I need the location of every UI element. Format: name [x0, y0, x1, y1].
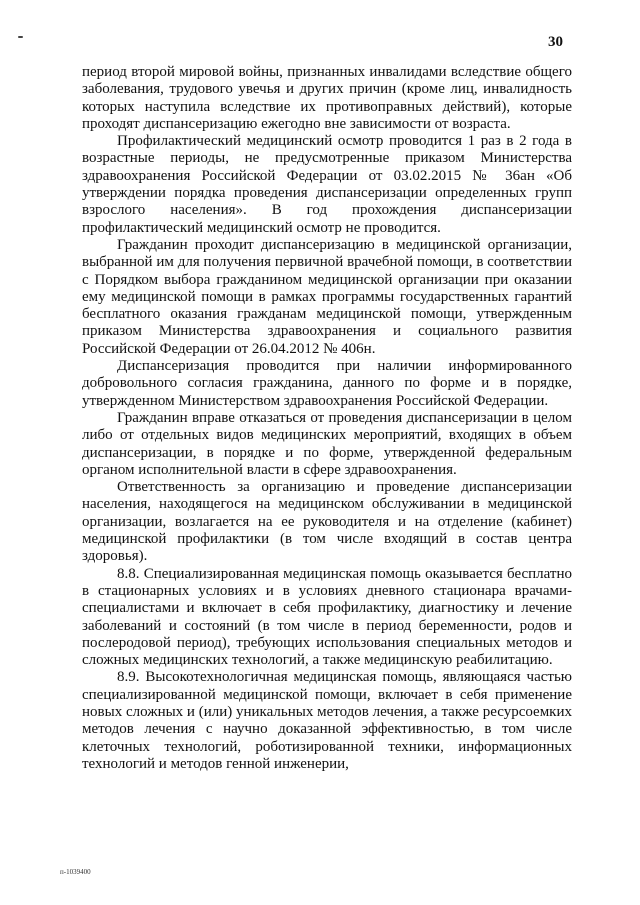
paragraph-section-8-9: 8.9. Высокотехнологичная медицинская помощь, являющаяся частью специализированной медицинской помощи, включает в себя применение новых сложных и (или) уникальных методов лечения, а также ресурсоемких методов лечения с научно доказанной эффективностью, в том числе клеточных технологий, роботизированной техники, информационных технологий и методов генной инженерии, [82, 669, 572, 772]
paragraph-preventive-exam: Профилактический медицинский осмотр проводится 1 раз в 2 года в возрастные периоды, не предусмотренные приказом Министерства здравоохранения Российской Федерации от 03.02.2015 № 36ан «Об утверждении порядка проведения диспансеризации определенных групп взрослого населения». В год прохождения диспансеризации профилактический медицинский осмотр не проводится. [82, 133, 572, 236]
paragraph-responsibility: Ответственность за организацию и проведение диспансеризации населения, находящегося на медицинском обслуживании в медицинской организации, возлагается на ее руководителя и на отделение (кабинет) медицинской профилактики (в том числе входящий в состав центра здоровья). [82, 479, 572, 565]
paragraph-continuation: период второй мировой войны, признанных инвалидами вследствие общего заболевания, трудового увечья и других причин (кроме лиц, инвалидность которых наступила вследствие их противоправных действий), которые проходят диспансеризацию ежегодно вне зависимости от возраста. [82, 64, 572, 132]
footer-code: п-1039400 [60, 868, 91, 876]
document-body [82, 64, 572, 773]
paragraph-right-to-refuse: Гражданин вправе отказаться от проведения диспансеризации в целом либо от отдельных видов медицинских мероприятий, входящих в объем диспансеризации, в порядке и по форме, утвержденной федеральным органом исполнительной власти в сфере здравоохранения. [82, 409, 572, 478]
scan-speck [18, 36, 23, 38]
paragraph-informed-consent: Диспансеризация проводится при наличии информированного добровольного согласия гражданина, данного по форме и в порядке, утвержденном Министерством здравоохранения Российской Федерации. [82, 358, 572, 409]
paragraph-section-8-8: 8.8. Специализированная медицинская помощь оказывается бесплатно в стационарных условиях и в условиях дневного стационара врачами-специалистами и включает в себя профилактику, диагностику и лечение заболеваний и состояний (в том числе в период беременности, родов и послеродовой период), требующих использования специальных методов и сложных медицинских технологий, а также медицинскую реабилитацию. [82, 565, 572, 669]
paragraph-organization-choice: Гражданин проходит диспансеризацию в медицинской организации, выбранной им для получения первичной врачебной помощи, в соответствии с Порядком выбора гражданином медицинской организации при оказании ему медицинской помощи в рамках программы государственных гарантий бесплатного оказания гражданам медицинской помощи, утвержденным приказом Министерства здравоохранения и социального развития Российской Федерации от 26.04.2012 № 406н. [82, 236, 572, 357]
page-number: 30 [548, 34, 563, 50]
